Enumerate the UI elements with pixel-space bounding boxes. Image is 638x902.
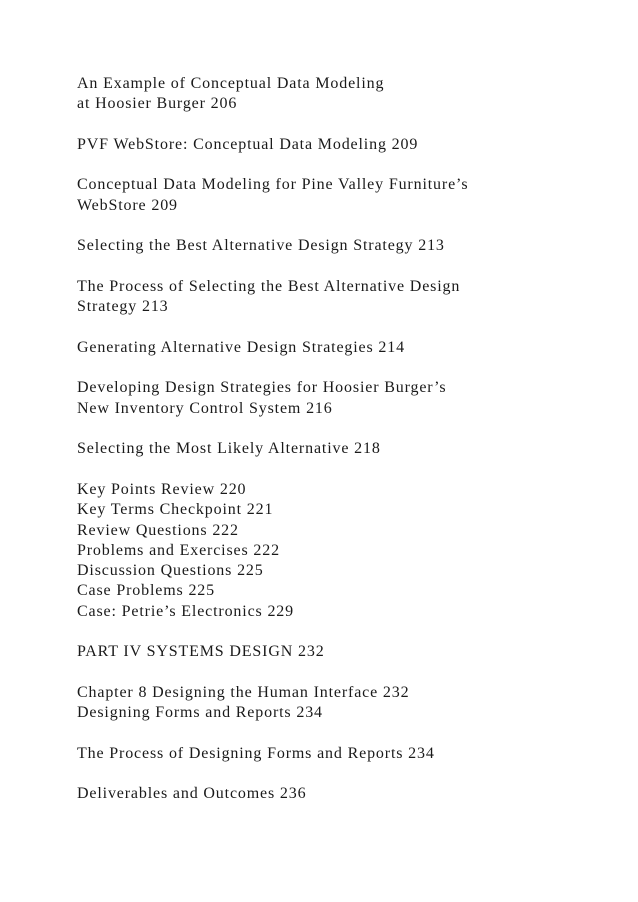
toc-line: Case Problems 225 [77, 582, 215, 600]
toc-line: PVF WebStore: Conceptual Data Modeling 209 [77, 135, 419, 153]
toc-line: PART IV SYSTEMS DESIGN 232 [77, 643, 325, 661]
toc-entry-chapter-end-matter [77, 480, 617, 622]
toc-entry-most-likely-alternative [77, 439, 617, 459]
toc-line: An Example of Conceptual Data Modeling [77, 75, 385, 92]
toc-entry-developing-strategies-hoosier [77, 378, 617, 419]
toc-entry-deliverables-outcomes [77, 784, 617, 804]
toc-line: Deliverables and Outcomes 236 [77, 785, 307, 803]
toc-line: Selecting the Most Likely Alternative 218 [77, 440, 381, 458]
toc-entry-generating-strategies [77, 338, 617, 358]
toc-line: Generating Alternative Design Strategies 214 [77, 338, 405, 356]
toc-line: Key Terms Checkpoint 221 [77, 501, 274, 519]
toc-entry-chapter-8 [77, 683, 617, 724]
toc-line: The Process of Designing Forms and Reports 234 [77, 744, 435, 762]
toc-entry-conceptual-modeling-hoosier [77, 74, 617, 115]
toc-line: The Process of Selecting the Best Alternative Design [77, 277, 461, 295]
toc-entry-pvf-webstore [77, 135, 617, 155]
document-page [77, 74, 617, 825]
toc-line: Designing Forms and Reports 234 [77, 704, 323, 722]
toc-entry-process-selecting-strategy [77, 277, 617, 318]
toc-line: Problems and Exercises 222 [77, 541, 280, 559]
toc-line: at Hoosier Burger 206 [77, 95, 238, 113]
toc-line: Case: Petrie’s Electronics 229 [77, 602, 295, 620]
toc-line: New Inventory Control System 216 [77, 399, 333, 417]
toc-line: Chapter 8 Designing the Human Interface 232 [77, 683, 410, 701]
toc-entry-selecting-best-strategy [77, 236, 617, 256]
toc-entry-process-designing-forms [77, 744, 617, 764]
toc-line: Conceptual Data Modeling for Pine Valley Furniture’s [77, 176, 469, 194]
toc-entry-part-iv [77, 642, 617, 662]
toc-line: Strategy 213 [77, 298, 169, 316]
toc-line: Selecting the Best Alternative Design Strategy 213 [77, 237, 445, 255]
toc-line: Review Questions 222 [77, 521, 239, 539]
toc-line: Discussion Questions 225 [77, 562, 264, 580]
toc-line: Developing Design Strategies for Hoosier Burger’s [77, 379, 447, 397]
toc-entry-conceptual-modeling-pvf [77, 175, 617, 216]
toc-line: WebStore 209 [77, 196, 178, 214]
toc-line: Key Points Review 220 [77, 480, 247, 498]
